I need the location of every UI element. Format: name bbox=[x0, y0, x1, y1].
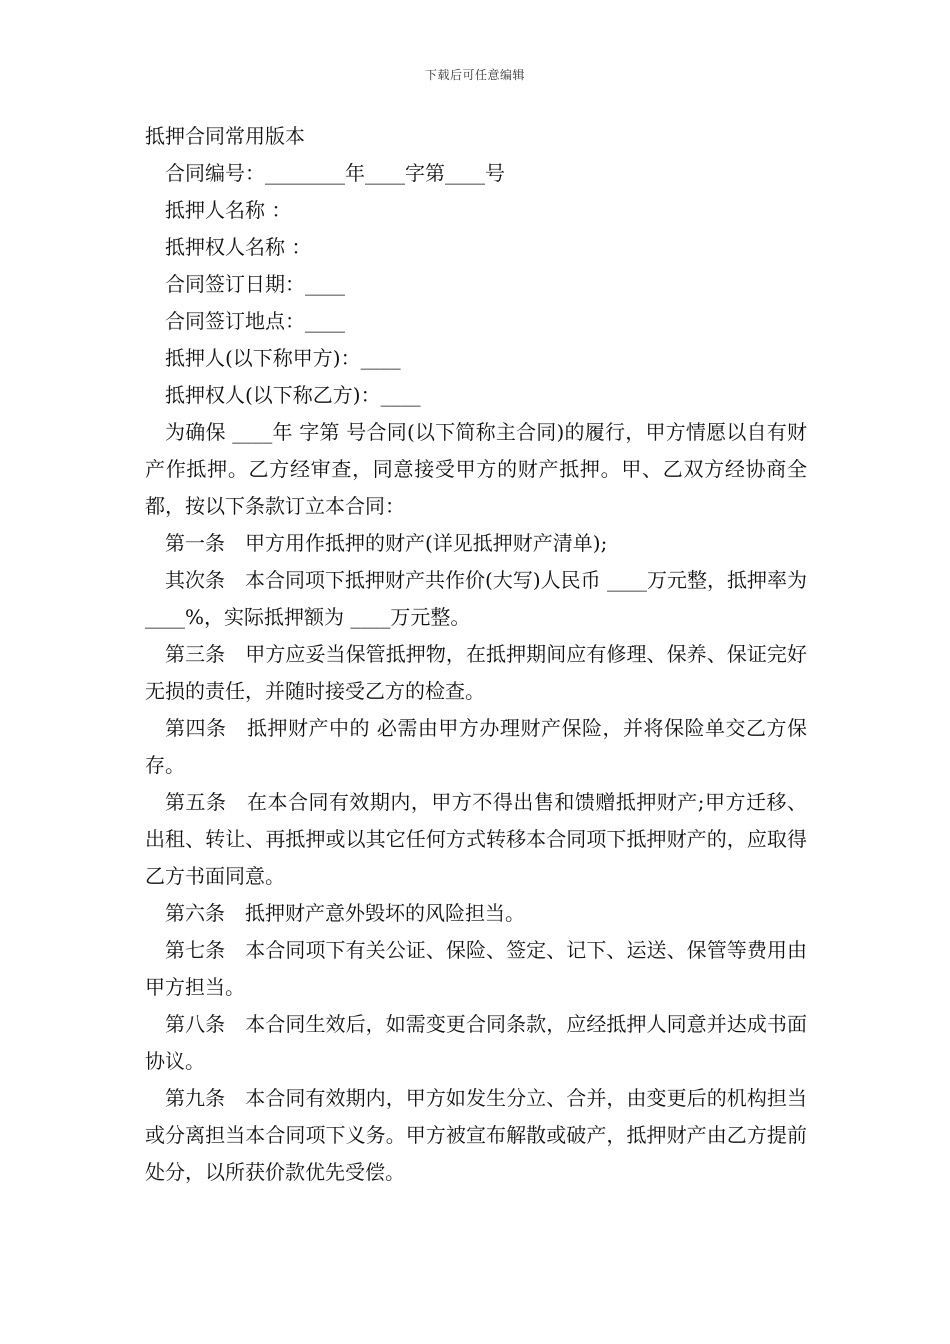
article-4: 第四条 抵押财产中的 必需由甲方办理财产保险，并将保险单交乙方保存。 bbox=[145, 716, 807, 777]
mortgagee-name-field: 抵押权人名称 ： bbox=[165, 235, 312, 259]
document-title: 抵押合同常用版本 bbox=[145, 124, 305, 148]
page-header: 下载后可任意编辑 bbox=[424, 68, 525, 82]
article-5: 第五条 在本合同有效期内，甲方不得出售和馈赠抵押财产;甲方迁移、出租、转让、再抵押或以其它任何方式转移本合同项下抵押财产的，应取得乙方书面同意。 bbox=[145, 790, 807, 888]
document-body bbox=[145, 118, 807, 1191]
party-b-field: 抵押权人(以下称乙方)：____ bbox=[165, 383, 421, 407]
article-1: 第一条 甲方用作抵押的财产(详见抵押财产清单); bbox=[165, 531, 608, 555]
preamble-paragraph: 为确保 ____年 字第 号合同(以下简称主合同)的履行，甲方情愿以自有财产作抵押。乙方经审查，同意接受甲方的财产抵押。甲、乙双方经协商全都，按以下条款订立本合同： bbox=[145, 420, 807, 518]
article-6: 第六条 抵押财产意外毁坏的风险担当。 bbox=[165, 901, 525, 925]
signing-place-field: 合同签订地点：____ bbox=[165, 309, 345, 333]
mortgagor-name-field: 抵押人名称 ： bbox=[165, 198, 292, 222]
contract-number-field: 合同编号：________年____字第____号 bbox=[165, 161, 505, 185]
article-7: 第七条 本合同项下有关公证、保险、签定、记下、运送、保管等费用由甲方担当。 bbox=[145, 938, 807, 999]
article-3: 第三条 甲方应妥当保管抵押物，在抵押期间应有修理、保养、保证完好无损的责任，并随时接受乙方的检查。 bbox=[145, 642, 807, 703]
article-8: 第八条 本合同生效后，如需变更合同条款，应经抵押人同意并达成书面协议。 bbox=[145, 1012, 807, 1073]
party-a-field: 抵押人(以下称甲方)：____ bbox=[165, 346, 401, 370]
signing-date-field: 合同签订日期：____ bbox=[165, 272, 345, 296]
article-9: 第九条 本合同有效期内，甲方如发生分立、合并，由变更后的机构担当或分离担当本合同项下义务。甲方被宣布解散或破产，抵押财产由乙方提前处分，以所获价款优先受偿。 bbox=[145, 1086, 807, 1184]
article-2: 其次条 本合同项下抵押财产共作价(大写)人民币 ____万元整，抵押率为____%，实际抵押额为 ____万元整。 bbox=[145, 568, 807, 629]
